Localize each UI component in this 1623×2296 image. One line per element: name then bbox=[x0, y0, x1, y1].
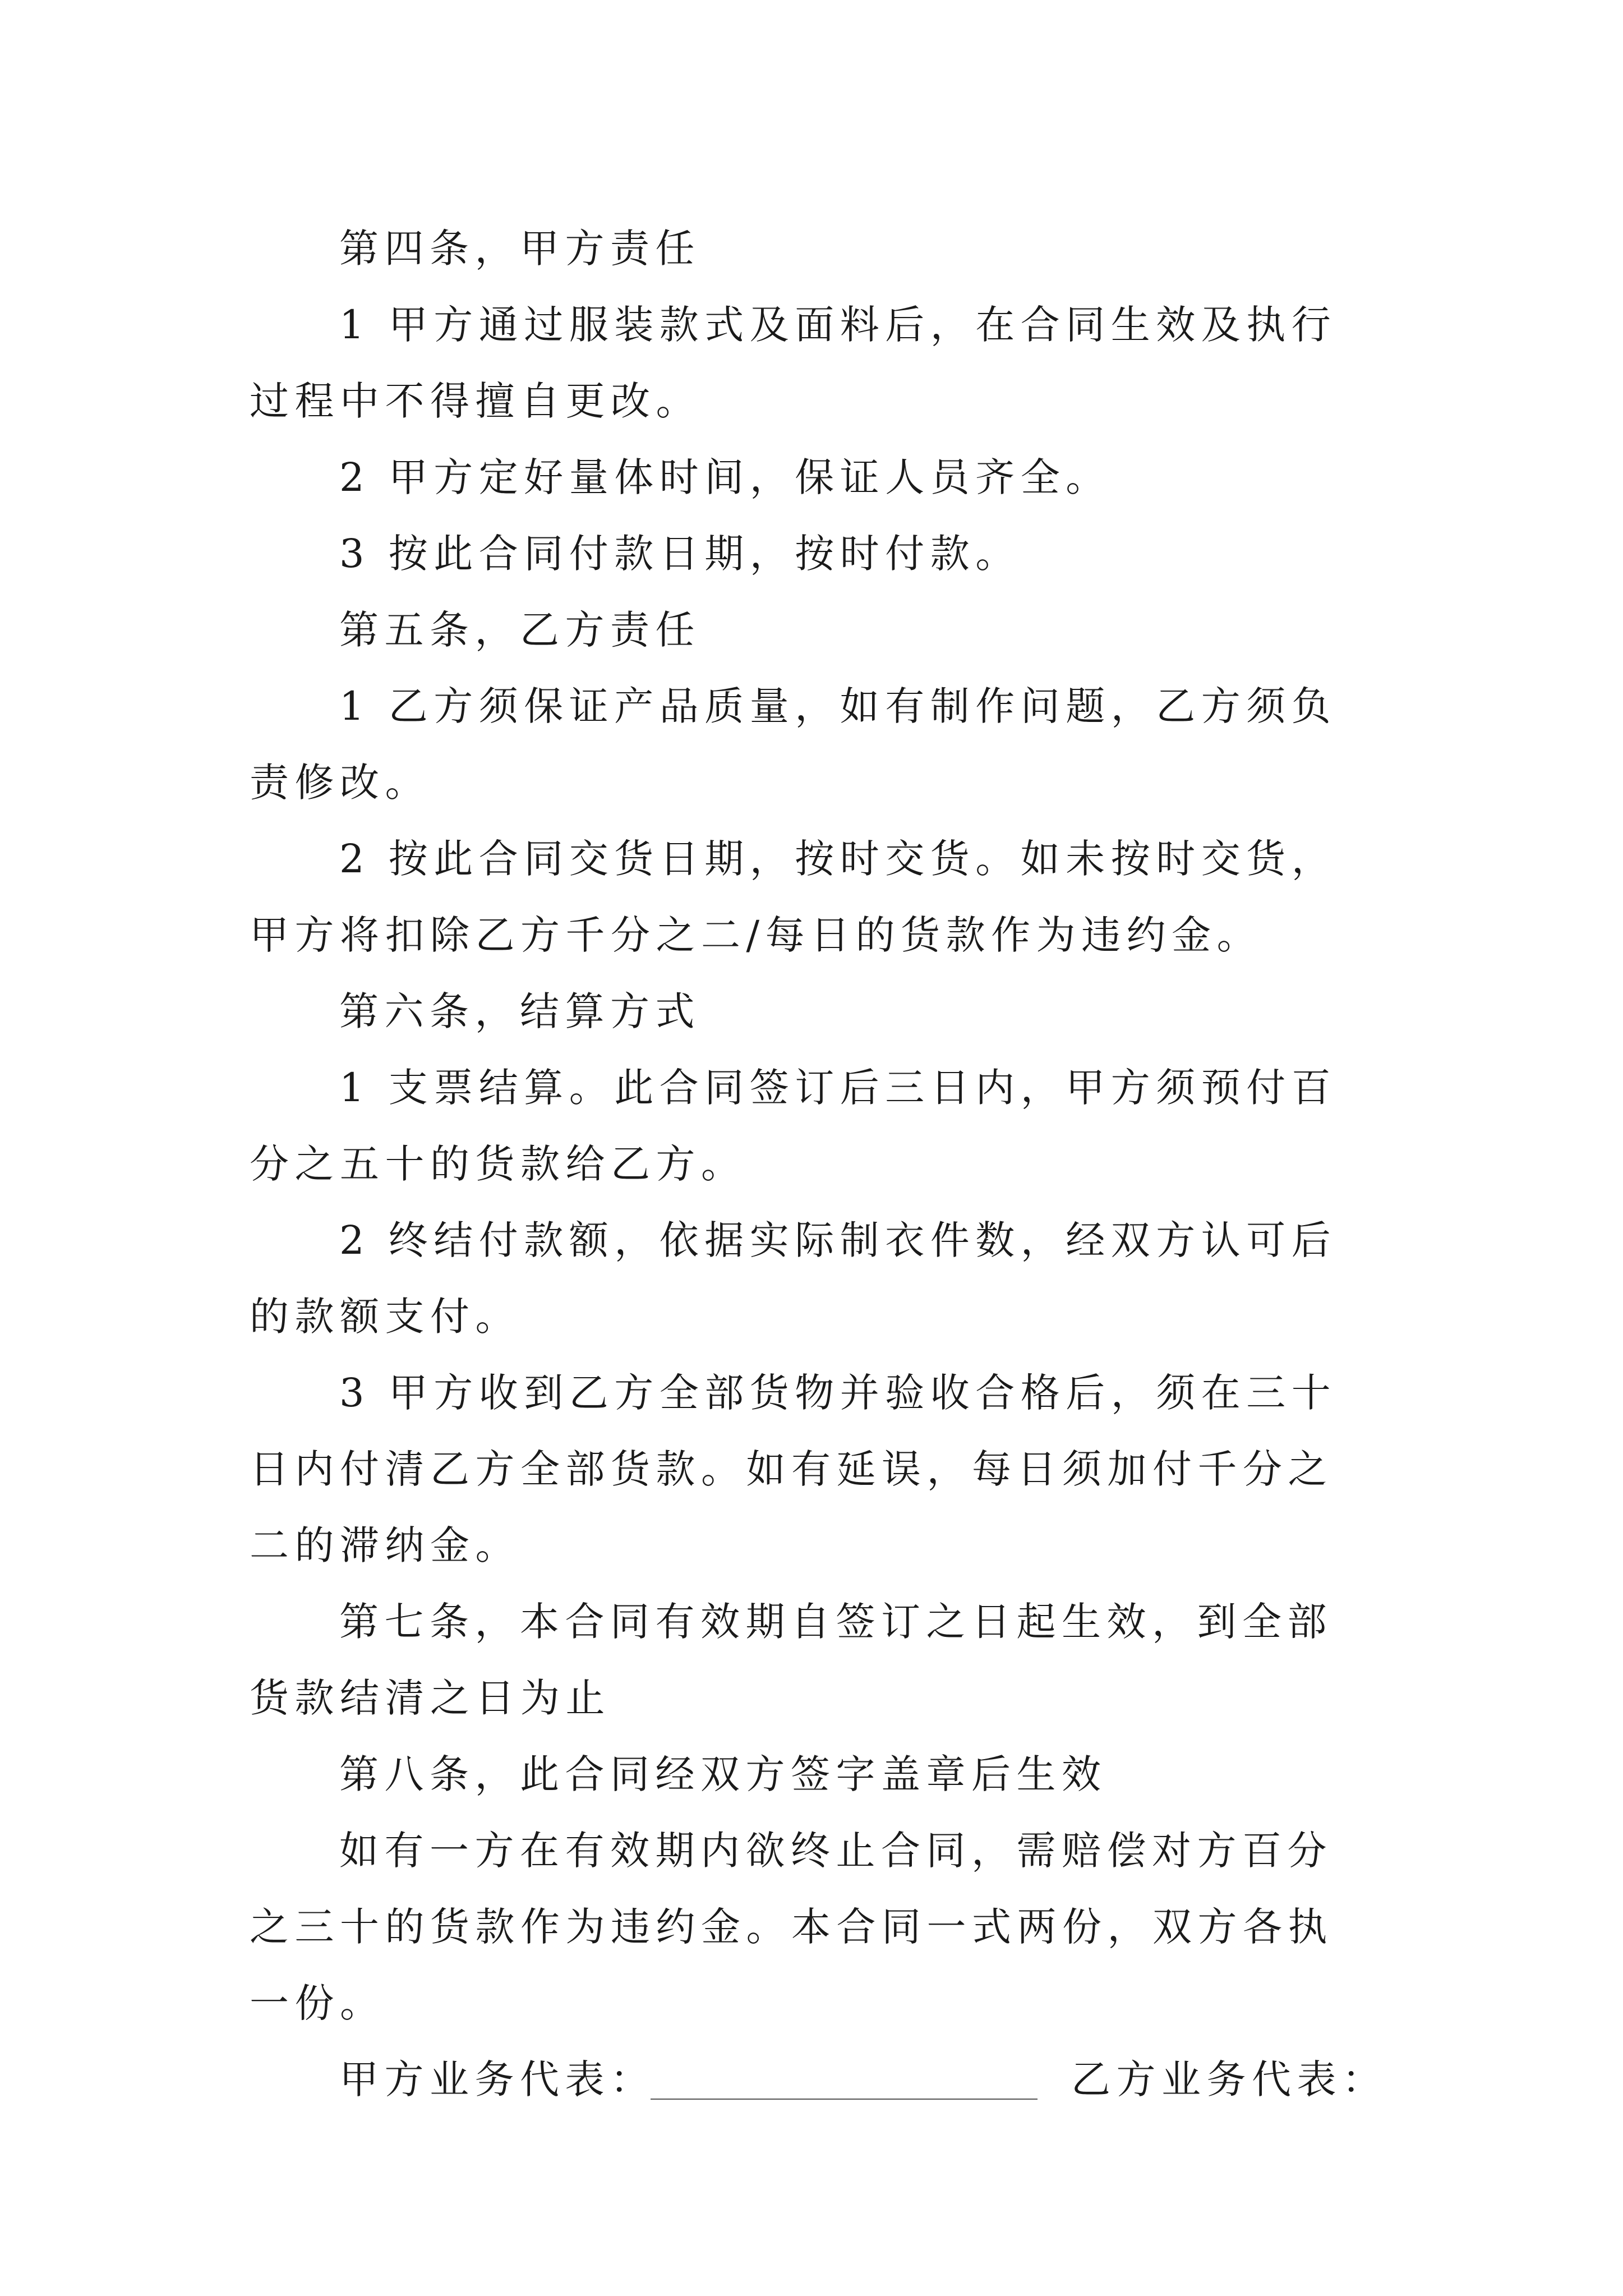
party-b-representative-label: 乙方业务代表： bbox=[1071, 2056, 1387, 2102]
party-a-representative-label: 甲方业务代表： bbox=[339, 2056, 656, 2102]
article-4-clause-3: 3 按此合同付款日期，按时付款。 bbox=[339, 531, 1021, 577]
article-4-clause-2: 2 甲方定好量体时间，保证人员齐全。 bbox=[339, 454, 1111, 500]
document-body bbox=[250, 210, 1387, 2118]
article-7: 第七条，本合同有效期自签订之日起生效，到全部货款结清之日为止 bbox=[250, 1599, 1332, 1721]
article-5-clause-2: 2 按此合同交货日期，按时交货。如未按时交货，甲方将扣除乙方千分之二/每日的货款作为违约金。 bbox=[250, 836, 1337, 958]
article-4-clause-1: 1 甲方通过服装款式及面料后，在合同生效及执行过程中不得擅自更改。 bbox=[250, 302, 1337, 424]
signature-row bbox=[250, 2041, 1387, 2118]
termination-clause: 如有一方在有效期内欲终止合同，需赔偿对方百分之三十的货款作为违约金。本合同一式两份，双方各执一份。 bbox=[250, 1828, 1333, 2026]
article-6-clause-2: 2 终结付款额，依据实际制衣件数，经双方认可后的款额支付。 bbox=[250, 1217, 1337, 1340]
article-6-clause-3: 3 甲方收到乙方全部货物并验收合格后，须在三十日内付清乙方全部货款。如有延误，每日须加付千分之二的滞纳金。 bbox=[250, 1370, 1337, 1568]
article-5-heading: 第五条，乙方责任 bbox=[339, 607, 700, 653]
article-6-clause-1: 1 支票结算。此合同签订后三日内，甲方须预付百分之五十的货款给乙方。 bbox=[250, 1065, 1337, 1187]
article-5-clause-1: 1 乙方须保证产品质量，如有制作问题，乙方须负责修改。 bbox=[250, 683, 1337, 806]
party-a-signature-line[interactable] bbox=[651, 2099, 1038, 2100]
article-4-heading: 第四条，甲方责任 bbox=[339, 226, 700, 272]
article-6-heading: 第六条，结算方式 bbox=[339, 988, 700, 1034]
article-8-heading: 第八条，此合同经双方签字盖章后生效 bbox=[339, 1751, 1107, 1797]
